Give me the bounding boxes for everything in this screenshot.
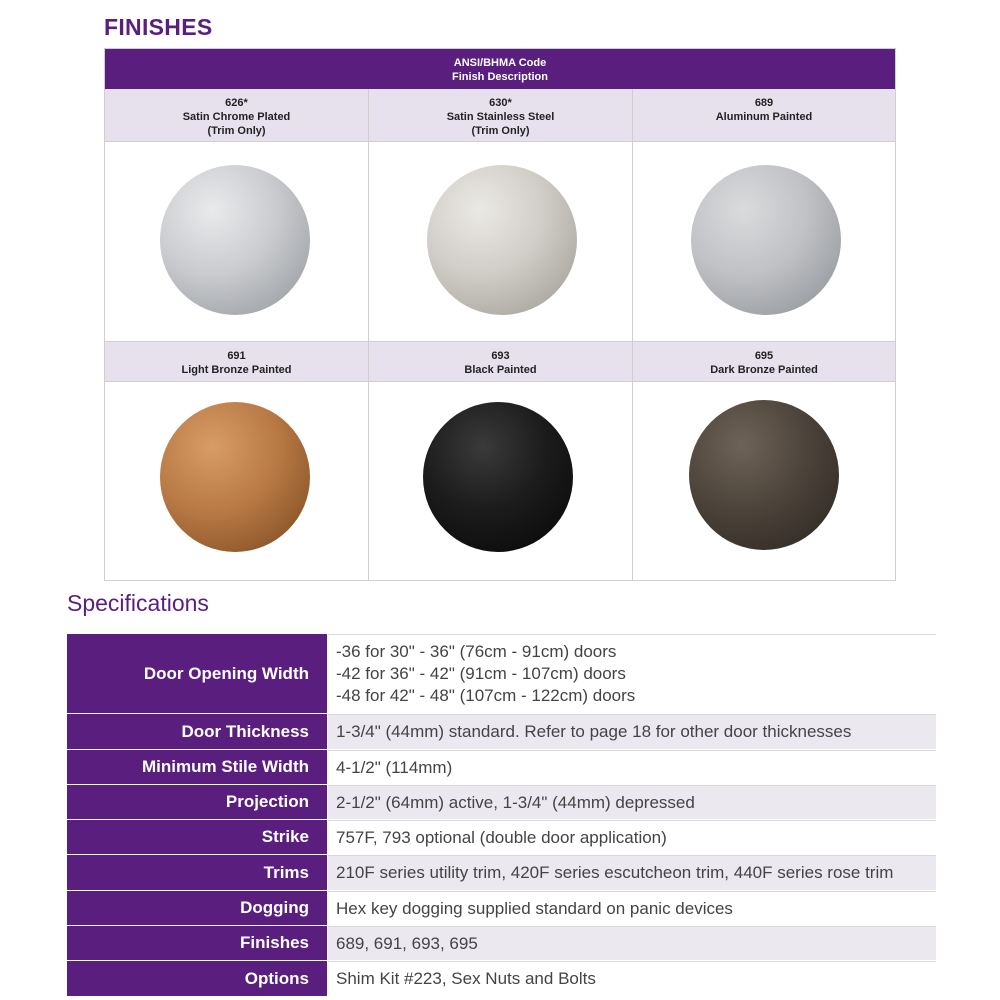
finish-label-691 bbox=[105, 342, 369, 382]
spec-value-line: -42 for 36" - 42" (91cm - 107cm) doors bbox=[336, 664, 626, 683]
spec-value-line: 4-1/2" (114mm) bbox=[336, 757, 453, 777]
spec-value bbox=[328, 961, 936, 996]
finish-label-693 bbox=[369, 342, 633, 382]
dark-bronze-swatch bbox=[689, 400, 839, 550]
finish-label-695 bbox=[633, 342, 895, 382]
spec-row-finishes bbox=[67, 925, 936, 960]
finishes-table-header bbox=[105, 49, 895, 89]
finish-description: Dark Bronze Painted bbox=[710, 364, 818, 376]
finish-description: Black Painted bbox=[464, 364, 537, 376]
spec-value bbox=[328, 855, 936, 890]
header-line-description: Finish Description bbox=[452, 71, 548, 83]
spec-value bbox=[328, 785, 936, 819]
finish-note: (Trim Only) bbox=[207, 125, 266, 137]
spec-row-trims bbox=[67, 854, 936, 890]
finish-description: Satin Chrome Plated bbox=[182, 111, 291, 123]
spec-value-line: Hex key dogging supplied standard on panic devices bbox=[336, 898, 733, 918]
spec-row-dogging bbox=[67, 890, 936, 925]
finish-code: 695 bbox=[754, 350, 774, 362]
spec-value-line: 2-1/2" (64mm) active, 1-3/4" (44mm) depressed bbox=[336, 792, 695, 812]
header-line-code: ANSI/BHMA Code bbox=[453, 57, 547, 69]
finishes-table bbox=[104, 48, 896, 581]
satin-stainless-swatch bbox=[427, 165, 577, 315]
finish-description: Aluminum Painted bbox=[715, 111, 813, 123]
spec-value-line: 210F series utility trim, 420F series escutcheon trim, 440F series rose trim bbox=[336, 863, 894, 882]
spec-value-line: -36 for 30" - 36" (76cm - 91cm) doors bbox=[336, 642, 617, 661]
swatch-cell-630 bbox=[369, 142, 633, 342]
finish-description: Light Bronze Painted bbox=[181, 364, 292, 376]
finish-label-689 bbox=[633, 89, 895, 142]
spec-value-line: Shim Kit #223, Sex Nuts and Bolts bbox=[336, 969, 596, 988]
spec-value-line: 689, 691, 693, 695 bbox=[336, 933, 478, 953]
spec-row-door-opening-width bbox=[67, 633, 936, 713]
swatch-cell-689 bbox=[633, 142, 895, 342]
spec-row-strike bbox=[67, 819, 936, 854]
spec-value bbox=[328, 714, 936, 749]
finish-label-626 bbox=[105, 89, 369, 142]
finish-code: 630* bbox=[489, 97, 512, 109]
swatch-cell-691 bbox=[105, 382, 369, 580]
specifications-title: Specifications bbox=[67, 590, 209, 616]
spec-label: Minimum Stile Width bbox=[67, 750, 327, 784]
spec-row-door-thickness bbox=[67, 713, 936, 749]
spec-row-minimum-stile-width bbox=[67, 749, 936, 784]
aluminum-swatch bbox=[691, 165, 841, 315]
spec-value-line: -48 for 42" - 48" (107cm - 122cm) doors bbox=[336, 686, 636, 705]
finish-note: (Trim Only) bbox=[471, 125, 530, 137]
spec-label: Dogging bbox=[67, 891, 327, 925]
spec-label: Strike bbox=[67, 820, 327, 854]
finish-description: Satin Stainless Steel bbox=[446, 111, 555, 123]
spec-label: Finishes bbox=[67, 926, 327, 960]
swatch-cell-693 bbox=[369, 382, 633, 580]
finish-code: 693 bbox=[491, 350, 510, 362]
finish-label-630 bbox=[369, 89, 633, 142]
light-bronze-swatch bbox=[160, 402, 310, 552]
swatch-cell-695 bbox=[633, 382, 895, 580]
spec-row-projection bbox=[67, 784, 936, 819]
spec-value bbox=[328, 750, 936, 784]
spec-label: Trims bbox=[67, 855, 327, 890]
spec-value bbox=[328, 820, 936, 854]
finish-code: 691 bbox=[227, 350, 246, 362]
finish-code: 626* bbox=[225, 97, 248, 109]
black-swatch bbox=[423, 402, 573, 552]
spec-value-line: 1-3/4" (44mm) standard. Refer to page 18 for other door thicknesses bbox=[336, 722, 852, 741]
spec-value-line: 757F, 793 optional (double door application) bbox=[336, 827, 667, 847]
spec-row-options bbox=[67, 960, 936, 996]
spec-label: Door Thickness bbox=[67, 714, 327, 749]
spec-label: Options bbox=[67, 961, 327, 996]
spec-value bbox=[328, 891, 936, 925]
spec-value bbox=[328, 926, 936, 960]
swatch-cell-626 bbox=[105, 142, 369, 342]
finish-code: 689 bbox=[754, 97, 774, 109]
spec-value bbox=[328, 634, 936, 713]
spec-label: Door Opening Width bbox=[67, 634, 327, 713]
satin-chrome-swatch bbox=[160, 165, 310, 315]
spec-label: Projection bbox=[67, 785, 327, 819]
finishes-title: FINISHES bbox=[104, 14, 213, 40]
